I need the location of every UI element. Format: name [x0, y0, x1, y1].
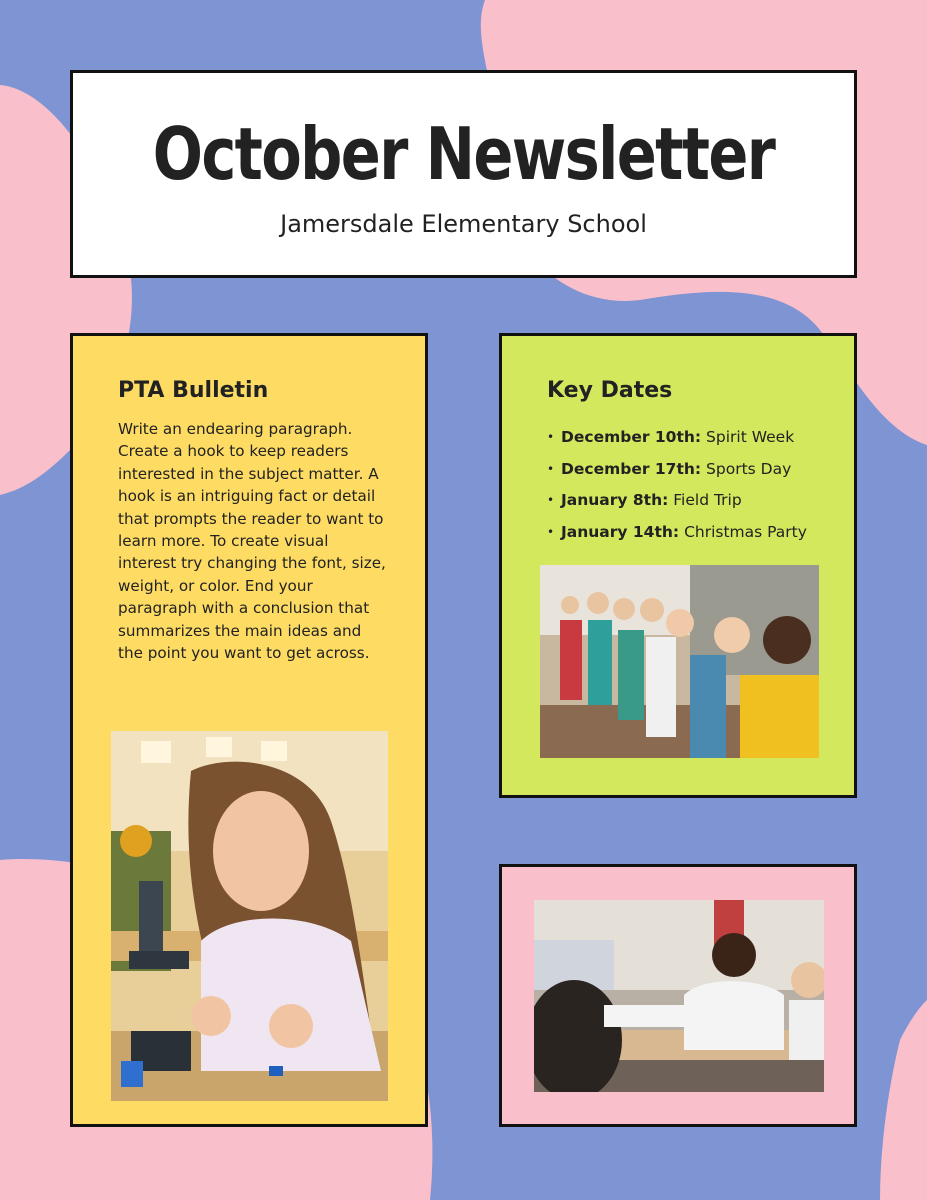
pta-paragraph: Write an endearing paragraph. Create a hook to keep readers interested in the subject matter. A hook is an intriguing fact or detail that prompts the reader to want to learn more. To create visual interest try changing the font, size, weight, or color. End your paragraph with a conclusion that summarizes the main ideas and the point you want to get across.	[118, 420, 386, 663]
list-item: • December 17th: Sports Day	[547, 459, 792, 478]
pta-bulletin-panel	[70, 333, 428, 1127]
list-item: • January 14th: Christmas Party	[547, 522, 807, 541]
newsletter-header	[70, 70, 857, 278]
classroom-photo	[534, 900, 824, 1092]
key-dates-panel	[499, 333, 857, 798]
classroom-photo-panel	[499, 864, 857, 1127]
list-item: • December 10th: Spirit Week	[547, 428, 795, 446]
list-item: • January 8th: Field Trip	[547, 491, 742, 509]
bottom-right-pink-blob	[880, 1000, 927, 1200]
pta-heading: PTA Bulletin	[118, 378, 269, 403]
school-name: Jamersdale Elementary School	[280, 210, 647, 238]
key-dates-list	[547, 422, 847, 548]
kids-in-line-photo	[540, 565, 819, 758]
key-dates-heading: Key Dates	[547, 378, 673, 403]
page-title: October Newsletter	[152, 112, 775, 196]
girl-microscope-photo	[111, 731, 388, 1101]
